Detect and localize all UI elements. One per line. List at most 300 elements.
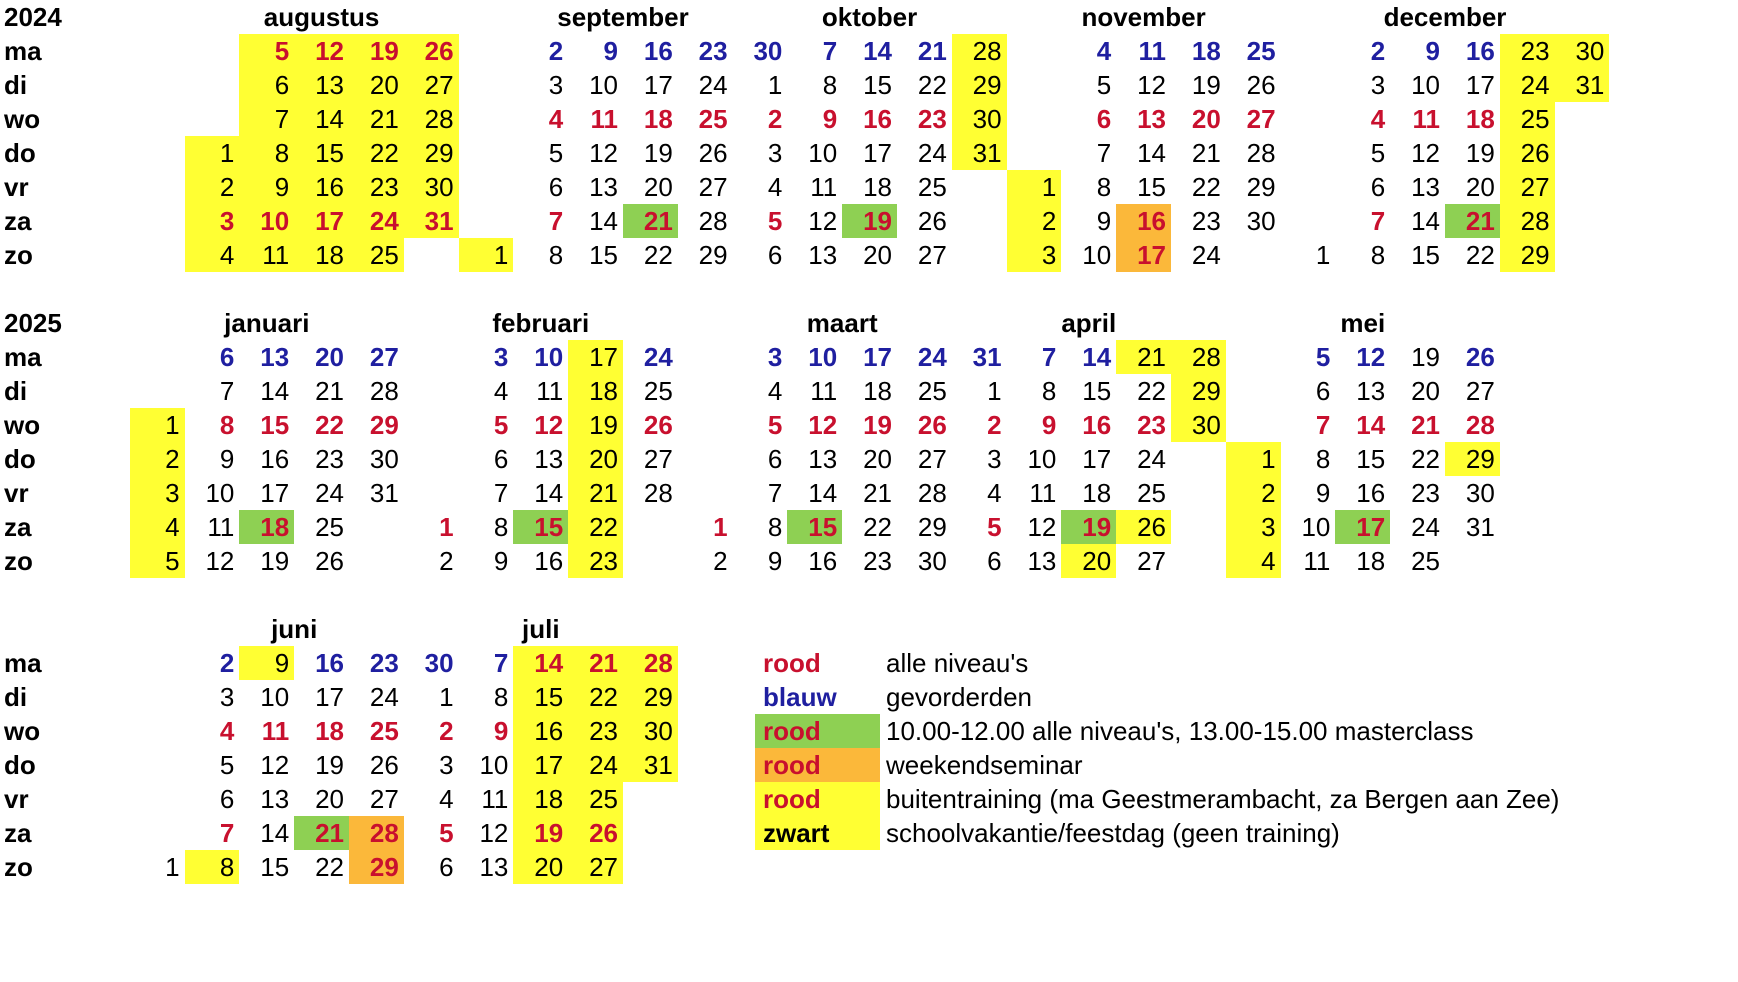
day-cell-februari-18: 18 (568, 374, 623, 408)
day-cell-januari-23: 23 (315, 444, 344, 474)
day-cell-juli-11: 11 (481, 784, 509, 814)
day-cell-augustus-25: 25 (349, 238, 404, 272)
day-cell-oktober-16: 16 (863, 104, 892, 134)
day-cell-augustus-12: 12 (294, 34, 349, 68)
day-cell-juli-19: 19 (513, 816, 568, 850)
day-cell-december-7: 7 (1370, 206, 1386, 236)
day-cell-augustus-27: 27 (404, 68, 459, 102)
day-cell-augustus-5: 5 (239, 34, 294, 68)
day-cell-november-14: 14 (1137, 138, 1166, 168)
day-cell-februari-4: 4 (493, 376, 509, 406)
day-cell-januari-5: 5 (130, 544, 185, 578)
day-cell-augustus-13: 13 (294, 68, 349, 102)
legend-text-1: gevorderden (886, 682, 1032, 712)
day-cell-mei-5: 5 (1315, 342, 1331, 372)
day-cell-mei-25: 25 (1411, 546, 1440, 576)
day-cell-augustus-3: 3 (185, 204, 240, 238)
day-cell-december-15: 15 (1411, 240, 1440, 270)
day-cell-december-18: 18 (1465, 104, 1495, 134)
day-cell-oktober-24: 24 (917, 138, 947, 168)
year-label: 2025 (4, 308, 62, 338)
day-cell-november-29: 29 (1246, 172, 1276, 202)
day-cell-april-4: 4 (987, 478, 1002, 508)
day-cell-augustus-21: 21 (349, 102, 404, 136)
day-cell-november-1: 1 (1007, 170, 1062, 204)
day-cell-januari-4: 4 (130, 510, 185, 544)
day-cell-september-29: 29 (698, 240, 728, 270)
day-cell-januari-20: 20 (315, 342, 344, 372)
day-cell-juli-21: 21 (568, 646, 623, 680)
day-cell-december-5: 5 (1370, 138, 1386, 168)
day-cell-november-30: 30 (1246, 206, 1276, 236)
day-cell-augustus-2: 2 (185, 170, 240, 204)
day-cell-september-20: 20 (643, 172, 673, 202)
day-cell-juli-20: 20 (513, 850, 568, 884)
day-cell-maart-8: 8 (767, 512, 783, 542)
day-cell-juli-6: 6 (439, 852, 454, 882)
day-cell-mei-10: 10 (1301, 512, 1331, 542)
day-cell-oktober-15: 15 (863, 70, 892, 100)
day-cell-april-3: 3 (987, 444, 1002, 474)
day-label-ma: ma (4, 648, 42, 678)
day-cell-maart-20: 20 (863, 444, 892, 474)
day-cell-maart-30: 30 (917, 546, 947, 576)
day-cell-augustus-17: 17 (294, 204, 349, 238)
day-cell-november-8: 8 (1096, 172, 1112, 202)
legend-key-1: blauw (763, 682, 837, 712)
month-header-juni: juni (271, 614, 318, 644)
day-cell-juni-13: 13 (260, 784, 290, 814)
day-cell-mei-26: 26 (1465, 342, 1495, 372)
day-cell-november-4: 4 (1096, 36, 1112, 66)
day-cell-december-8: 8 (1370, 240, 1386, 270)
day-cell-maart-29: 29 (917, 512, 947, 542)
day-cell-mei-16: 16 (1356, 478, 1386, 508)
day-cell-mei-19: 19 (1411, 342, 1440, 372)
day-cell-juni-2: 2 (219, 648, 235, 678)
day-cell-december-31: 31 (1555, 68, 1610, 102)
day-cell-maart-4: 4 (767, 376, 783, 406)
day-cell-januari-18: 18 (239, 510, 294, 544)
day-cell-februari-3: 3 (493, 342, 509, 372)
day-label-vr: vr (4, 784, 29, 814)
month-header-februari: februari (492, 308, 590, 338)
day-cell-december-9: 9 (1425, 36, 1440, 66)
day-cell-oktober-9: 9 (822, 104, 838, 134)
day-cell-mei-21: 21 (1411, 410, 1440, 440)
day-cell-mei-29: 29 (1445, 442, 1500, 476)
legend-key-2: rood (755, 714, 880, 748)
legend-text-3: weekendseminar (886, 750, 1083, 780)
day-cell-juni-18: 18 (315, 716, 344, 746)
day-label-wo: wo (4, 410, 41, 440)
day-cell-januari-17: 17 (260, 478, 290, 508)
day-cell-juli-16: 16 (513, 714, 568, 748)
day-cell-september-13: 13 (589, 172, 618, 202)
day-cell-mei-22: 22 (1411, 444, 1440, 474)
day-cell-maart-16: 16 (808, 546, 838, 576)
day-cell-augustus-9: 9 (239, 170, 294, 204)
day-cell-juli-9: 9 (493, 716, 509, 746)
day-cell-januari-8: 8 (219, 410, 235, 440)
day-cell-juli-22: 22 (568, 680, 623, 714)
day-cell-mei-9: 9 (1315, 478, 1331, 508)
day-cell-september-4: 4 (548, 104, 564, 134)
day-cell-november-23: 23 (1191, 206, 1221, 236)
day-cell-maart-25: 25 (917, 376, 947, 406)
day-cell-mei-11: 11 (1303, 546, 1331, 576)
day-cell-oktober-12: 12 (808, 206, 838, 236)
day-cell-juli-8: 8 (493, 682, 509, 712)
legend-text-0: alle niveau's (886, 648, 1029, 678)
day-label-do: do (4, 138, 36, 168)
day-cell-april-7: 7 (1041, 342, 1057, 372)
day-cell-april-13: 13 (1027, 546, 1057, 576)
day-cell-januari-27: 27 (369, 342, 399, 372)
day-cell-februari-1: 1 (439, 512, 454, 542)
day-cell-september-15: 15 (589, 240, 618, 270)
day-cell-november-10: 10 (1082, 240, 1112, 270)
legend-text-5: schoolvakantie/feestdag (geen training) (886, 818, 1340, 848)
day-cell-april-11: 11 (1029, 478, 1057, 508)
day-cell-juni-3: 3 (219, 682, 235, 712)
month-header-november: november (1081, 2, 1206, 32)
day-cell-mei-18: 18 (1356, 546, 1386, 576)
day-cell-februari-11: 11 (536, 376, 564, 406)
day-cell-augustus-29: 29 (404, 136, 459, 170)
day-cell-april-19: 19 (1061, 510, 1116, 544)
day-cell-augustus-23: 23 (349, 170, 404, 204)
day-cell-december-19: 19 (1465, 138, 1495, 168)
day-cell-februari-26: 26 (643, 410, 673, 440)
day-cell-augustus-1: 1 (185, 136, 240, 170)
day-cell-januari-7: 7 (219, 376, 235, 406)
day-cell-juni-11: 11 (261, 716, 290, 746)
day-cell-juli-2: 2 (439, 716, 454, 746)
day-cell-december-12: 12 (1411, 138, 1440, 168)
day-cell-juni-19: 19 (315, 750, 344, 780)
day-cell-juli-10: 10 (479, 750, 509, 780)
day-cell-mei-12: 12 (1356, 342, 1386, 372)
day-cell-oktober-1: 1 (767, 70, 783, 100)
day-cell-augustus-8: 8 (239, 136, 294, 170)
day-label-di: di (4, 376, 28, 406)
day-cell-november-7: 7 (1096, 138, 1112, 168)
day-cell-augustus-14: 14 (294, 102, 349, 136)
day-cell-mei-15: 15 (1356, 444, 1386, 474)
legend-key-3: rood (755, 748, 880, 782)
day-cell-april-23: 23 (1137, 410, 1166, 440)
day-cell-augustus-6: 6 (239, 68, 294, 102)
day-cell-februari-28: 28 (643, 478, 673, 508)
day-cell-september-25: 25 (698, 104, 728, 134)
day-cell-oktober-31: 31 (952, 136, 1007, 170)
day-cell-juli-27: 27 (568, 850, 623, 884)
day-cell-maart-24: 24 (917, 342, 947, 372)
day-cell-maart-10: 10 (808, 342, 838, 372)
day-label-do: do (4, 750, 36, 780)
day-cell-mei-30: 30 (1465, 478, 1495, 508)
day-cell-april-26: 26 (1116, 510, 1171, 544)
day-cell-januari-21: 21 (315, 376, 344, 406)
day-cell-april-27: 27 (1137, 546, 1166, 576)
day-cell-juni-16: 16 (315, 648, 344, 678)
day-cell-februari-16: 16 (534, 546, 564, 576)
day-cell-juli-7: 7 (493, 648, 509, 678)
day-cell-september-3: 3 (548, 70, 564, 100)
day-cell-december-29: 29 (1500, 238, 1555, 272)
day-cell-juli-28: 28 (623, 646, 678, 680)
day-cell-september-10: 10 (589, 70, 618, 100)
day-cell-maart-28: 28 (917, 478, 947, 508)
day-cell-oktober-28: 28 (952, 34, 1007, 68)
day-cell-juni-1: 1 (165, 852, 180, 882)
day-label-zo: zo (4, 240, 33, 270)
day-cell-november-26: 26 (1246, 70, 1276, 100)
day-cell-juni-26: 26 (369, 750, 399, 780)
day-cell-mei-13: 13 (1356, 376, 1386, 406)
day-cell-juni-24: 24 (369, 682, 399, 712)
day-cell-april-9: 9 (1041, 410, 1057, 440)
day-label-vr: vr (4, 478, 29, 508)
day-cell-oktober-21: 21 (917, 36, 947, 66)
day-cell-februari-2: 2 (439, 546, 454, 576)
day-cell-februari-5: 5 (493, 410, 509, 440)
day-cell-mei-23: 23 (1411, 478, 1440, 508)
day-cell-april-17: 17 (1082, 444, 1112, 474)
day-cell-oktober-22: 22 (917, 70, 947, 100)
day-cell-juni-9: 9 (239, 646, 294, 680)
day-cell-januari-28: 28 (369, 376, 399, 406)
day-cell-oktober-3: 3 (767, 138, 783, 168)
day-cell-juni-22: 22 (315, 852, 344, 882)
day-cell-december-22: 22 (1465, 240, 1495, 270)
day-cell-juni-12: 12 (260, 750, 290, 780)
day-cell-april-21: 21 (1116, 340, 1171, 374)
day-cell-januari-13: 13 (260, 342, 290, 372)
legend-text-2: 10.00-12.00 alle niveau's, 13.00-15.00 masterclass (886, 716, 1474, 746)
day-label-di: di (4, 682, 28, 712)
day-cell-januari-12: 12 (205, 546, 235, 576)
day-cell-oktober-14: 14 (863, 36, 892, 66)
day-cell-juli-30: 30 (623, 714, 678, 748)
day-cell-april-1: 1 (987, 376, 1002, 406)
month-header-maart: maart (806, 308, 878, 338)
day-cell-september-21: 21 (623, 204, 678, 238)
day-cell-mei-6: 6 (1315, 376, 1331, 406)
day-cell-november-28: 28 (1246, 138, 1276, 168)
day-cell-augustus-7: 7 (239, 102, 294, 136)
day-cell-januari-14: 14 (260, 376, 290, 406)
day-cell-juni-23: 23 (369, 648, 399, 678)
day-cell-januari-6: 6 (219, 342, 235, 372)
day-cell-april-6: 6 (987, 546, 1002, 576)
day-cell-februari-7: 7 (493, 478, 509, 508)
day-cell-juni-21: 21 (294, 816, 349, 850)
day-cell-februari-19: 19 (568, 408, 623, 442)
day-cell-september-28: 28 (698, 206, 728, 236)
day-cell-februari-8: 8 (493, 512, 509, 542)
day-cell-november-16: 16 (1116, 204, 1171, 238)
day-cell-oktober-2: 2 (767, 104, 783, 134)
day-cell-december-26: 26 (1500, 136, 1555, 170)
day-cell-december-2: 2 (1370, 36, 1386, 66)
day-cell-maart-26: 26 (917, 410, 947, 440)
day-cell-mei-14: 14 (1356, 410, 1386, 440)
day-cell-september-17: 17 (643, 70, 673, 100)
day-cell-november-11: 11 (1138, 36, 1166, 66)
day-cell-mei-28: 28 (1465, 410, 1495, 440)
day-cell-december-30: 30 (1555, 34, 1610, 68)
day-cell-maart-13: 13 (808, 444, 838, 474)
day-cell-augustus-22: 22 (349, 136, 404, 170)
day-cell-januari-3: 3 (130, 476, 185, 510)
day-cell-maart-31: 31 (972, 342, 1002, 372)
day-label-zo: zo (4, 546, 33, 576)
day-cell-april-16: 16 (1082, 410, 1112, 440)
day-cell-juni-5: 5 (219, 750, 235, 780)
day-cell-juli-18: 18 (513, 782, 568, 816)
month-header-september: september (557, 2, 689, 32)
day-cell-december-1: 1 (1315, 240, 1331, 270)
day-cell-april-20: 20 (1061, 544, 1116, 578)
day-cell-september-24: 24 (698, 70, 728, 100)
day-cell-april-24: 24 (1137, 444, 1166, 474)
day-cell-september-8: 8 (548, 240, 564, 270)
day-cell-september-26: 26 (698, 138, 728, 168)
day-cell-augustus-18: 18 (294, 238, 349, 272)
day-cell-april-2: 2 (987, 410, 1002, 440)
day-cell-december-21: 21 (1445, 204, 1500, 238)
day-cell-september-19: 19 (643, 138, 673, 168)
day-cell-juli-29: 29 (623, 680, 678, 714)
day-cell-december-11: 11 (1412, 104, 1440, 134)
day-cell-augustus-16: 16 (294, 170, 349, 204)
day-cell-maart-5: 5 (767, 410, 783, 440)
day-cell-augustus-30: 30 (404, 170, 459, 204)
day-cell-februari-25: 25 (643, 376, 673, 406)
day-cell-maart-12: 12 (808, 410, 838, 440)
day-cell-januari-29: 29 (369, 410, 399, 440)
day-cell-november-9: 9 (1096, 206, 1112, 236)
day-cell-april-18: 18 (1082, 478, 1112, 508)
day-cell-augustus-20: 20 (349, 68, 404, 102)
day-cell-januari-31: 31 (369, 478, 399, 508)
day-label-zo: zo (4, 852, 33, 882)
legend-key-0: rood (763, 648, 821, 678)
day-cell-oktober-18: 18 (863, 172, 892, 202)
day-cell-december-4: 4 (1370, 104, 1386, 134)
day-cell-februari-6: 6 (493, 444, 509, 474)
day-cell-oktober-17: 17 (863, 138, 892, 168)
day-cell-september-9: 9 (603, 36, 618, 66)
day-cell-juni-25: 25 (369, 716, 399, 746)
day-label-di: di (4, 70, 28, 100)
day-cell-oktober-10: 10 (808, 138, 838, 168)
day-cell-oktober-25: 25 (917, 172, 947, 202)
day-cell-februari-24: 24 (643, 342, 673, 372)
day-cell-november-19: 19 (1191, 70, 1221, 100)
day-cell-oktober-29: 29 (952, 68, 1007, 102)
day-cell-december-17: 17 (1465, 70, 1495, 100)
day-label-za: za (4, 206, 32, 236)
day-cell-oktober-11: 11 (810, 172, 838, 202)
day-cell-juni-15: 15 (260, 852, 290, 882)
day-cell-november-22: 22 (1191, 172, 1221, 202)
day-cell-november-20: 20 (1191, 104, 1221, 134)
day-cell-mei-8: 8 (1315, 444, 1331, 474)
day-cell-oktober-27: 27 (917, 240, 947, 270)
day-cell-september-2: 2 (548, 36, 564, 66)
day-cell-augustus-15: 15 (294, 136, 349, 170)
day-cell-maart-1: 1 (713, 512, 728, 542)
day-cell-januari-9: 9 (219, 444, 235, 474)
day-cell-juli-4: 4 (439, 784, 454, 814)
day-cell-april-22: 22 (1137, 376, 1166, 406)
day-cell-mei-31: 31 (1465, 512, 1495, 542)
day-cell-augustus-11: 11 (239, 238, 294, 272)
day-cell-februari-9: 9 (493, 546, 509, 576)
day-cell-juni-28: 28 (349, 816, 404, 850)
month-header-april: april (1061, 308, 1117, 338)
day-cell-januari-11: 11 (207, 512, 235, 542)
day-cell-april-30: 30 (1171, 408, 1226, 442)
day-cell-april-25: 25 (1137, 478, 1166, 508)
day-cell-april-28: 28 (1171, 340, 1226, 374)
day-cell-september-27: 27 (698, 172, 728, 202)
day-cell-oktober-30: 30 (952, 102, 1007, 136)
day-cell-november-12: 12 (1137, 70, 1166, 100)
day-cell-januari-19: 19 (260, 546, 290, 576)
day-cell-mei-2: 2 (1226, 476, 1281, 510)
day-cell-februari-12: 12 (534, 410, 564, 440)
day-cell-januari-24: 24 (315, 478, 344, 508)
day-cell-januari-10: 10 (205, 478, 235, 508)
day-cell-mei-17: 17 (1335, 510, 1390, 544)
day-cell-juni-4: 4 (219, 716, 235, 746)
day-cell-juni-10: 10 (260, 682, 290, 712)
day-cell-september-30: 30 (753, 36, 783, 66)
day-cell-maart-21: 21 (863, 478, 892, 508)
year-label: 2024 (4, 2, 62, 32)
day-cell-juni-17: 17 (315, 682, 344, 712)
day-cell-oktober-5: 5 (767, 206, 783, 236)
day-cell-maart-11: 11 (810, 376, 838, 406)
day-cell-mei-20: 20 (1411, 376, 1440, 406)
day-cell-januari-2: 2 (130, 442, 185, 476)
day-cell-juli-5: 5 (439, 818, 454, 848)
day-cell-november-3: 3 (1007, 238, 1062, 272)
day-cell-december-16: 16 (1465, 36, 1495, 66)
day-cell-september-5: 5 (548, 138, 564, 168)
day-cell-februari-21: 21 (568, 476, 623, 510)
day-cell-juni-8: 8 (185, 850, 240, 884)
day-cell-oktober-13: 13 (808, 240, 838, 270)
day-cell-november-25: 25 (1246, 36, 1276, 66)
day-cell-november-2: 2 (1007, 204, 1062, 238)
day-cell-maart-23: 23 (863, 546, 892, 576)
day-cell-september-22: 22 (643, 240, 673, 270)
day-cell-maart-17: 17 (863, 342, 892, 372)
day-cell-december-6: 6 (1370, 172, 1386, 202)
day-cell-november-27: 27 (1246, 104, 1276, 134)
day-label-ma: ma (4, 36, 42, 66)
day-label-ma: ma (4, 342, 42, 372)
day-cell-februari-27: 27 (643, 444, 673, 474)
day-cell-augustus-10: 10 (239, 204, 294, 238)
day-cell-juli-14: 14 (513, 646, 568, 680)
day-cell-november-13: 13 (1137, 104, 1166, 134)
